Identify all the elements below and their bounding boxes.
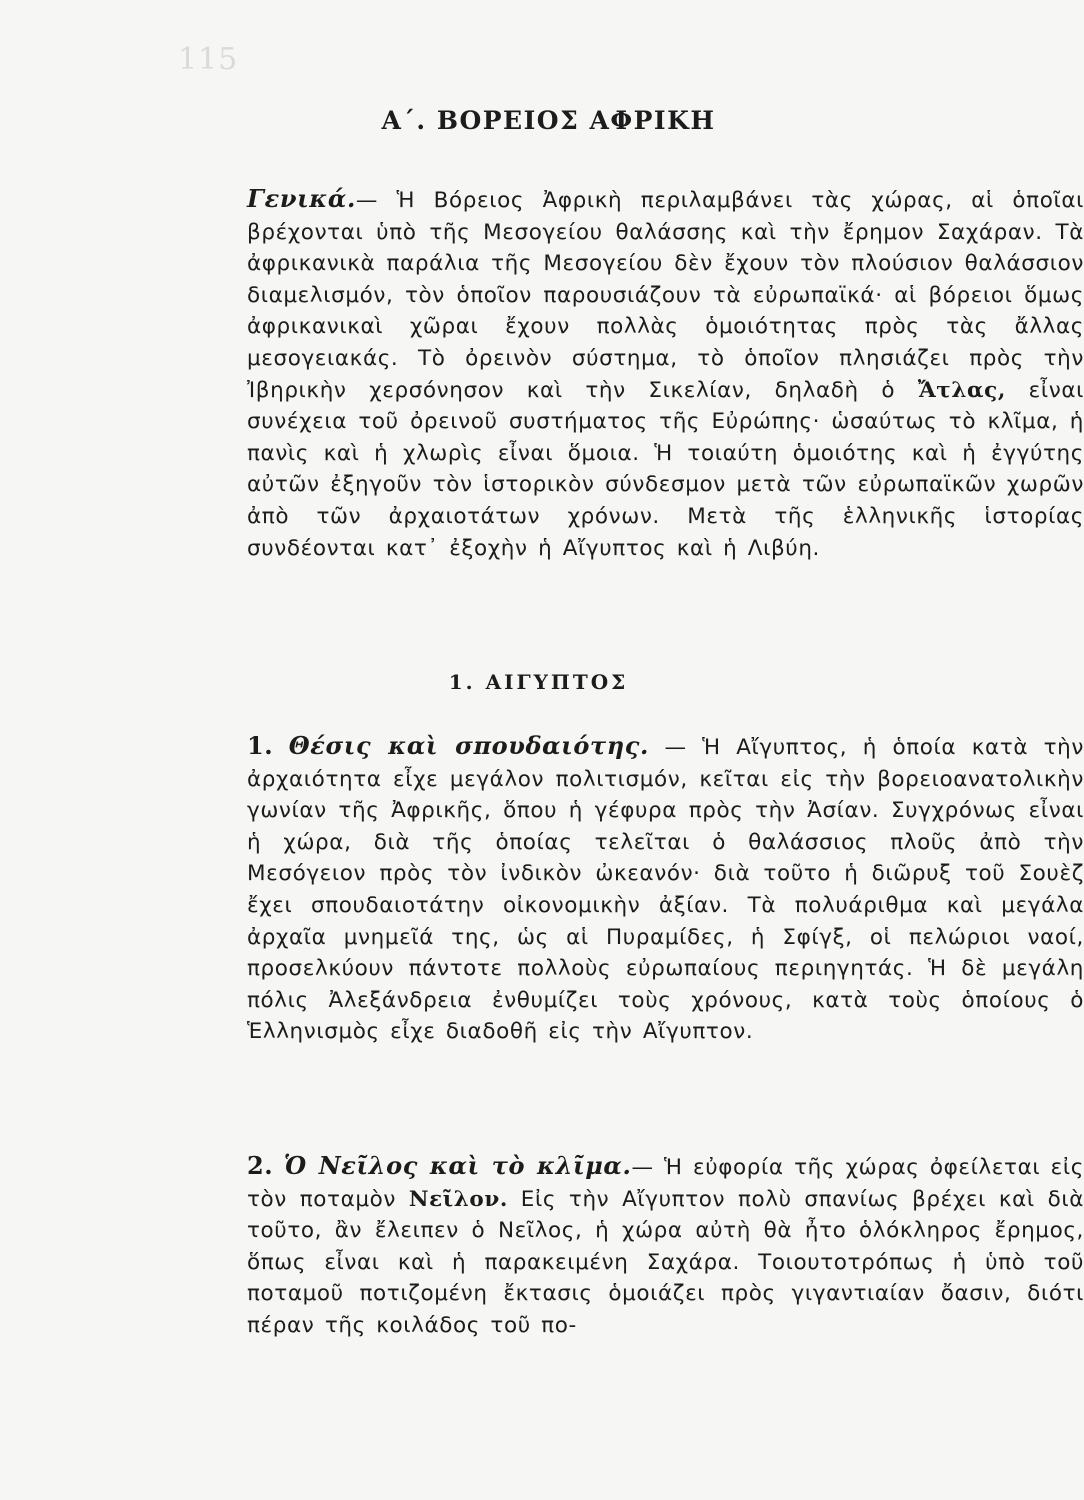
paragraph-text: — Ἡ Αἴγυπτος, ἡ ὁποία κατὰ τὴν ἀρχαιότητα εἶχε μεγάλον πολιτισμόν, κεῖται εἰς τὴν βορειοανατολικὴν γωνίαν τῆς Ἀφρικῆς, ὅπου ἡ γέφυρα πρὸς τὴν Ἀσίαν. Συγχρόνως εἶναι ἡ χώρα, διὰ τῆς ὁποίας τελεῖται ὁ θαλάσσιος πλοῦς ἀπὸ τὴν Μεσόγειον πρὸς τὸν ἰνδικὸν ὠκεανόν· διὰ τοῦτο ἡ διῶρυξ τοῦ Σουὲζ ἔχει σπουδαιοτάτην οἰκονομικὴν ἀξίαν. Τὰ πολυάριθμα καὶ μεγάλα ἀρχαῖα μνημεῖά της, ὡς αἱ Πυραμίδες, ἡ Σφίγξ, οἱ πελώριοι ναοί, προσελκύουν πάντοτε πολλοὺς εὐρωπαίους περιηγητάς. Ἡ δὲ μεγάλη πόλις Ἀλεξάνδρεια ἐνθυμίζει τοὺς χρόνους, κατὰ τοὺς ὁποίους ὁ Ἑλληνισμὸς εἶχε διαδοθῆ εἰς τὴν Αἴγυπτον. [247, 735, 1084, 1045]
paragraph-text: — Ἡ Βόρειος Ἀφρικὴ περιλαμβάνει τὰς χώρας, αἱ ὁποῖαι βρέχονται ὑπὸ τῆς Μεσογείου θαλάσσης καὶ τὴν ἔρημον Σαχάραν. Τὰ ἀφρικανικὰ παράλια τῆς Μεσογείου δὲν ἔχουν τὸν πλούσιον θαλάσσιον διαμελισμόν, τὸν ὁποῖον παρουσιάζουν τὰ εὐρωπαϊκά· αἱ βόρειοι ὅμως ἀφρικανικαὶ χῶραι ἔχουν πολλὰς ὁμοιότητας πρὸς τὰς ἄλλας μεσογειακάς. Τὸ ὀρεινὸν σύστημα, τὸ ὁποῖον πλησιάζει πρὸς τὴν Ἰβηρικὴν χερσόνησον καὶ τὴν Σικελίαν, δηλαδὴ ὁ [247, 188, 1084, 403]
paragraph-number: 1. [247, 731, 274, 760]
paragraph-heading: Γενικά. [247, 184, 356, 213]
paragraph-text: — Ἡ εὐφορία τῆς χώρας ὀφείλεται εἰς τὸν ποταμὸν [247, 1155, 1084, 1212]
paragraph-text: εἶναι συνέχεια τοῦ ὀρεινοῦ συστήματος τῆς Εὐρώπης· ὡσαύτως τὸ κλῖμα, ἡ πανὶς καὶ ἡ χλωρὶς εἶναι ὅμοια. Ἡ τοιαύτη ὁμοιότης καὶ ἡ ἐγγύτης αὐτῶν ἐξηγοῦν τὸν ἱστορικὸν σύνδεσμον μετὰ τῶν εὐρωπαϊκῶν χωρῶν ἀπὸ τῶν ἀρχαιοτάτων χρόνων. Μετὰ τῆς ἑλληνικῆς ἱστορίας συνδέονται κατ᾽ ἐξοχὴν ἡ Αἴγυπτος καὶ ἡ Λιβύη. [247, 377, 1084, 561]
bold-term-nile: Νεῖλον. [408, 1186, 508, 1212]
bleed-through-page-number: 115 [178, 42, 239, 77]
paragraph-text: Εἰς τὴν Αἴγυπτον πολὺ σπανίως βρέχει καὶ διὰ τοῦτο, ἂν ἔλειπεν ὁ Νεῖλος, ἡ χώρα αὐτὴ θὰ ἦτο ὁλόκληρος ἔρημος, ὅπως εἶναι καὶ ἡ παρακειμένη Σαχάρα. Τοιουτοτρόπως ἡ ὑπὸ τοῦ ποταμοῦ ποτιζομένη ἔκτασις ὁμοιάζει πρὸς γιγαντιαίαν ὄασιν, διότι πέραν τῆς κοιλάδος τοῦ πο- [247, 1186, 1084, 1338]
paragraph-position [193, 730, 1084, 1048]
paragraph-general [193, 183, 1084, 564]
paragraph-heading: Ὁ Νεῖλος καὶ τὸ κλῖμα. [283, 1151, 632, 1180]
paragraph-heading: Θέσις καὶ σπουδαιότης. [288, 731, 649, 760]
paragraph-nile [193, 1150, 1084, 1342]
bold-term-atlas: Ἄτλας, [917, 377, 1006, 403]
section-title: 1. ΑΙΓΥΠΤΟΣ [448, 670, 629, 694]
chapter-title: Α΄. ΒΟΡΕΙΟΣ ΑΦΡΙΚΗ [381, 106, 716, 135]
paragraph-number: 2. [247, 1151, 274, 1180]
